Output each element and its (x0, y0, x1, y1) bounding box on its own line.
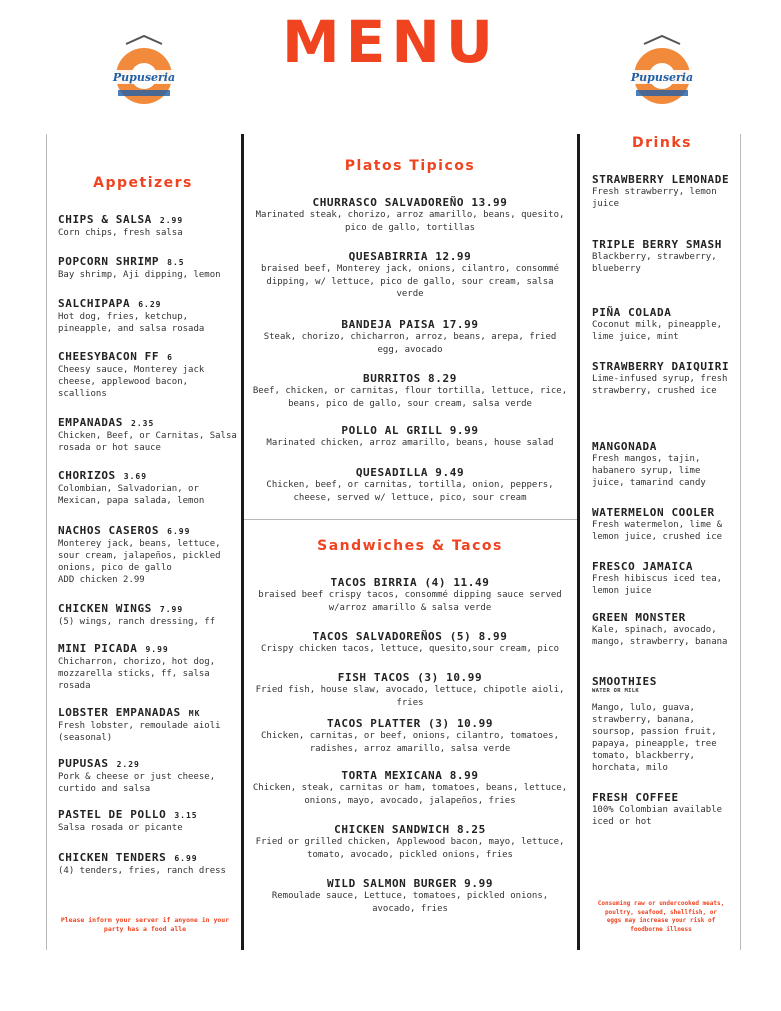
menu-item: CHICKEN SANDWICH 8.25 Fried or grilled chicken, Applewood bacon, mayo, lettuce, tomato, avocado, pickled onions, fries (255, 823, 565, 860)
left-border (46, 134, 47, 950)
menu-item: CHICKEN TENDERS 6.99 (4) tenders, fries, ranch dress (58, 851, 226, 876)
menu-item: POPCORN SHRIMP 8.5 Bay shrimp, Aji dipping, lemon (58, 255, 221, 280)
menu-item: CHEESYBACON FF 6 Cheesy sauce, Monterey jack cheese, applewood bacon, scallions (58, 350, 205, 399)
restaurant-logo-right (626, 30, 698, 108)
menu-item: QUESABIRRIA 12.99 braised beef, Monterey jack, onions, cilantro, consommé dipping, w/ lettuce, pico de gallo, sour cream, salsa verde (260, 250, 559, 299)
menu-item: BANDEJA PAISA 17.99 Steak, chorizo, chicharron, arroz, beans, arepa, fried egg, avocado (263, 318, 557, 355)
raw-food-warning: Consuming raw or undercooked meats, poultry, seafood, shellfish, or eggs may increase your risk of foodborne illness (597, 900, 725, 933)
drink-item: GREEN MONSTER Kale, spinach, avocado, mango, strawberry, banana (592, 611, 728, 647)
right-border (740, 134, 741, 950)
appetizers-heading: Appetizers (93, 175, 193, 191)
divider-right (577, 134, 580, 950)
menu-item: EMPANADAS 2.35 Chicken, Beef, or Carnitas, Salsa rosada or hot sauce (58, 416, 237, 453)
menu-item: QUESADILLA 9.49 Chicken, beef, or carnitas, tortilla, onion, peppers, cheese, served w/ lettuce, pico, sour cream (266, 466, 554, 503)
menu-item: SALCHIPAPA 6.29 Hot dog, fries, ketchup, pineapple, and salsa rosada (58, 297, 205, 334)
drink-item: PIÑA COLADA Coconut milk, pineapple, lime juice, mint (592, 306, 723, 342)
menu-item: FISH TACOS (3) 10.99 Fried fish, house slaw, avocado, lettuce, chipotle aioli, fries (255, 671, 565, 708)
divider-left (241, 134, 244, 950)
drink-item: FRESCO JAMAICA Fresh hibiscus iced tea, lemon juice (592, 560, 723, 596)
drink-item: FRESH COFFEE 100% Colombian available iced or hot (592, 791, 723, 827)
drinks-heading: Drinks (632, 135, 692, 151)
menu-item: TACOS BIRRIA (4) 11.49 braised beef crispy tacos, consommé dipping sauce served w/arroz amarillo & salsa verde (258, 576, 562, 613)
drink-item: WATERMELON COOLER Fresh watermelon, lime & lemon juice, crushed ice (592, 506, 723, 542)
allergy-footnote: Please inform your server if anyone in your party has a food alle (60, 916, 230, 933)
drink-item: STRAWBERRY LEMONADE Fresh strawberry, lemon juice (592, 173, 730, 209)
svg-text:Pupuseria: Pupuseria (112, 71, 176, 84)
menu-item: PUPUSAS 2.29 Pork & cheese or just cheese, curtido and salsa (58, 757, 216, 794)
restaurant-logo-left (108, 30, 180, 108)
drink-item: TRIPLE BERRY SMASH Blackberry, strawberry, blueberry (592, 238, 723, 274)
sandwiches-heading: Sandwiches & Tacos (317, 538, 503, 554)
menu-item: CHORIZOS 3.69 Colombian, Salvadorian, or Mexican, papa salada, lemon (58, 469, 205, 506)
menu-item: PASTEL DE POLLO 3.15 Salsa rosada or picante (58, 808, 198, 833)
menu-item: MINI PICADA 9.99 Chicharron, chorizo, hot dog, mozzarella sticks, ff, salsa rosada (58, 642, 216, 691)
middle-section-divider (244, 519, 577, 520)
menu-item: NACHOS CASEROS 6.99 Monterey jack, beans, lettuce, sour cream, jalapeños, pickled onions, pico de gallo ADD chicken 2.99 (58, 524, 221, 585)
menu-item: TORTA MEXICANA 8.99 Chicken, steak, carnitas or ham, tomatoes, beans, lettuce, onions, mayo, avocado, jalapeños, fries (252, 769, 568, 806)
menu-item: CHURRASCO SALVADOREÑO 13.99 Marinated steak, chorizo, arroz amarillo, beans, quesito, pico de gallo, tortillas (255, 196, 565, 233)
menu-item: CHIPS & SALSA 2.99 Corn chips, fresh salsa (58, 213, 184, 238)
menu-item: LOBSTER EMPANADAS MK Fresh lobster, remoulade aioli (seasonal) (58, 706, 221, 743)
menu-item: WILD SALMON BURGER 9.99 Remoulade sauce, Lettuce, tomatoes, pickled onions, avocado, fries (271, 877, 549, 914)
drink-item: STRAWBERRY DAIQUIRI Lime-infused syrup, fresh strawberry, crushed ice (592, 360, 730, 396)
menu-item: CHICKEN WINGS 7.99 (5) wings, ranch dressing, ff (58, 602, 216, 627)
menu-item: TACOS PLATTER (3) 10.99 Chicken, carnitas, or beef, onions, cilantro, tomatoes, radishes, arroz amarillo, salsa verde (260, 717, 559, 754)
menu-item: POLLO AL GRILL 9.99 Marinated chicken, arroz amarillo, beans, house salad (266, 424, 554, 448)
svg-text:Pupuseria: Pupuseria (630, 71, 694, 84)
drink-item: SMOOTHIES WATER OR MILK Mango, lulo, guava, strawberry, banana, soursop, passion fruit, papaya, pineapple, tree tomato, blackberry, horchata, milo (592, 675, 717, 773)
page-title: MENU (282, 8, 499, 76)
menu-item: BURRITOS 8.29 Beef, chicken, or carnitas, flour tortilla, lettuce, rice, beans, pico de gallo, sour cream, salsa verde (252, 372, 568, 409)
drink-item: MANGONADA Fresh mangos, tajin, habanero syrup, lime juice, tamarind candy (592, 440, 706, 488)
platos-heading: Platos Tipicos (344, 158, 476, 174)
menu-item: TACOS SALVADOREÑOS (5) 8.99 Crispy chicken tacos, lettuce, quesito,sour cream, pico (260, 630, 559, 654)
